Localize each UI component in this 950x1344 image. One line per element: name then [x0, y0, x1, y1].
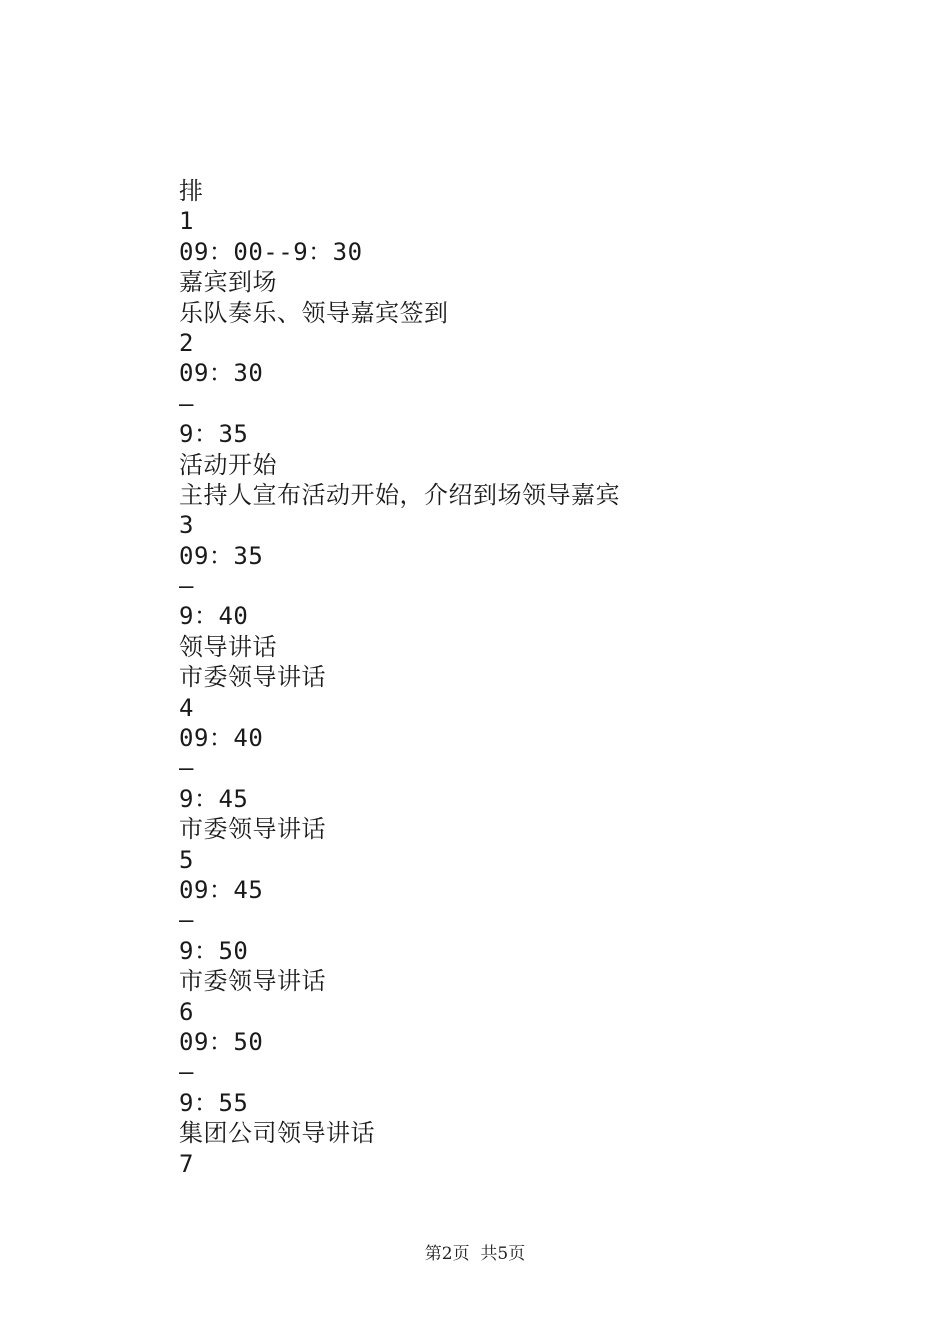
text-line: —: [179, 389, 194, 418]
text-line: 4: [179, 693, 194, 722]
text-line: 09：30: [179, 359, 264, 388]
text-line: 嘉宾到场: [179, 268, 277, 297]
page-number-label: 第2页 共5页: [424, 1244, 526, 1264]
text-line: 市委领导讲话: [179, 663, 326, 692]
text-line: 市委领导讲话: [179, 815, 326, 844]
text-line: 09：35: [179, 541, 264, 570]
text-line: 市委领导讲话: [179, 967, 326, 996]
text-line: 领导讲话: [179, 632, 277, 661]
page-footer: [0, 1243, 950, 1265]
text-line: 09：45: [179, 875, 264, 904]
text-line: 乐队奏乐、领导嘉宾签到: [179, 298, 449, 327]
text-line: 9：50: [179, 936, 249, 965]
text-line: 9：45: [179, 784, 249, 813]
document-body: [179, 176, 859, 1179]
text-line: 5: [179, 845, 194, 874]
text-line: 1: [179, 207, 194, 236]
text-line: 集团公司领导讲话: [179, 1119, 375, 1148]
text-line: —: [179, 572, 194, 601]
text-line: —: [179, 754, 194, 783]
text-line: —: [179, 906, 194, 935]
text-line: 7: [179, 1149, 194, 1178]
text-line: —: [179, 1058, 194, 1087]
text-line: 排: [179, 177, 204, 205]
text-line: 活动开始: [179, 450, 277, 479]
text-line: 9：55: [179, 1088, 249, 1117]
text-line: 2: [179, 328, 194, 357]
text-line: 09：50: [179, 1027, 264, 1056]
text-line: 9：40: [179, 602, 249, 631]
text-line: 9：35: [179, 420, 249, 449]
text-line: 主持人宣布活动开始，介绍到场领导嘉宾: [179, 480, 620, 509]
text-line: 09：40: [179, 724, 264, 753]
text-line: 3: [179, 511, 194, 540]
text-line: 09：00--9：30: [179, 237, 363, 266]
text-line: 6: [179, 997, 194, 1026]
